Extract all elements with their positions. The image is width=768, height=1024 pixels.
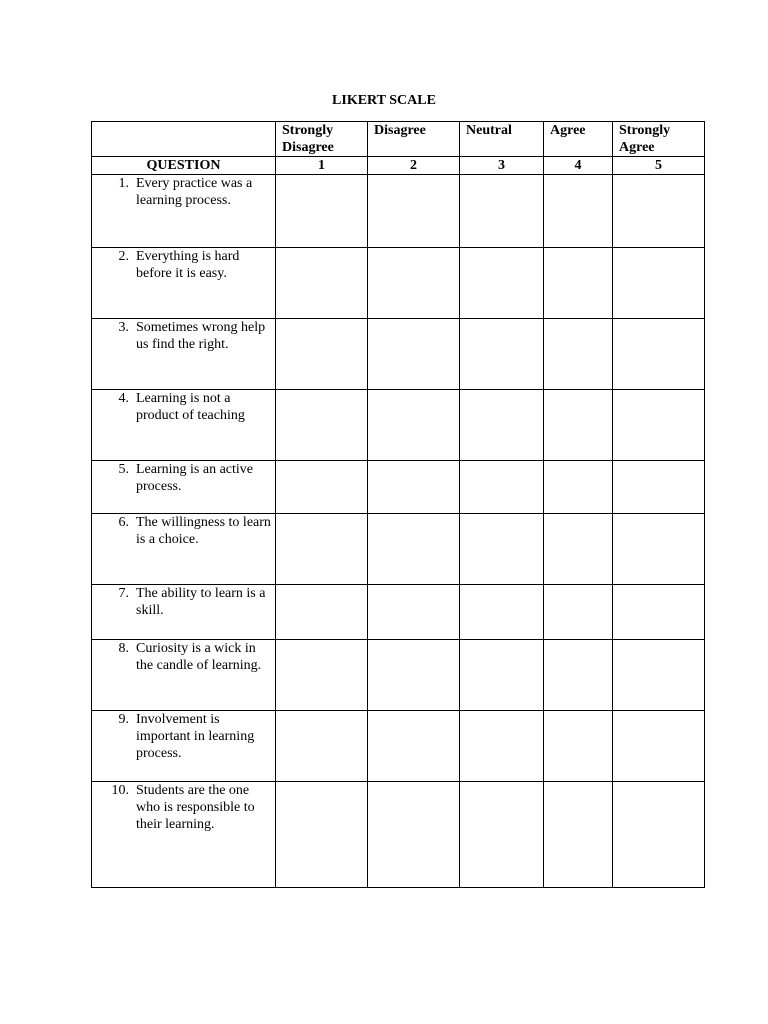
- question-number: 8.: [118, 641, 129, 656]
- answer-cell-4[interactable]: [544, 585, 613, 640]
- answer-cell-3[interactable]: [460, 782, 544, 888]
- answer-cell-4[interactable]: [544, 514, 613, 585]
- answer-cell-2[interactable]: [368, 390, 460, 461]
- answer-cell-3[interactable]: [460, 461, 544, 514]
- answer-cell-5[interactable]: [613, 514, 705, 585]
- answer-cell-1[interactable]: [276, 514, 368, 585]
- question-number: 6.: [118, 515, 129, 530]
- answer-cell-2[interactable]: [368, 248, 460, 319]
- question-row: [92, 175, 705, 248]
- scale-label-agree: Agree: [544, 122, 613, 157]
- answer-cell-1[interactable]: [276, 319, 368, 390]
- question-text: Curiosity is a wick in the candle of learning.: [136, 641, 262, 673]
- question-number: 4.: [118, 391, 129, 406]
- question-number: 5.: [118, 462, 129, 477]
- answer-cell-4[interactable]: [544, 390, 613, 461]
- answer-cell-5[interactable]: [613, 711, 705, 782]
- answer-cell-5[interactable]: [613, 390, 705, 461]
- question-cell: [92, 711, 276, 782]
- question-row: [92, 461, 705, 514]
- answer-cell-4[interactable]: [544, 319, 613, 390]
- answer-cell-5[interactable]: [613, 248, 705, 319]
- scale-label-strongly-disagree: Strongly Disagree: [276, 122, 368, 157]
- question-cell: [92, 585, 276, 640]
- answer-cell-1[interactable]: [276, 248, 368, 319]
- answer-cell-1[interactable]: [276, 585, 368, 640]
- question-cell: [92, 319, 276, 390]
- answer-cell-4[interactable]: [544, 711, 613, 782]
- answer-cell-3[interactable]: [460, 711, 544, 782]
- question-text: The willingness to learn is a choice.: [136, 515, 271, 547]
- scale-label-strongly-agree: Strongly Agree: [613, 122, 705, 157]
- answer-cell-5[interactable]: [613, 640, 705, 711]
- answer-cell-2[interactable]: [368, 514, 460, 585]
- question-text: Learning is an active process.: [136, 462, 254, 494]
- answer-cell-5[interactable]: [613, 585, 705, 640]
- question-row: [92, 782, 705, 888]
- answer-cell-3[interactable]: [460, 319, 544, 390]
- answer-cell-4[interactable]: [544, 248, 613, 319]
- answer-cell-3[interactable]: [460, 640, 544, 711]
- scale-number-row: [92, 157, 705, 175]
- question-cell: [92, 640, 276, 711]
- question-text: Involvement is important in learning process.: [136, 712, 255, 761]
- question-number: 7.: [118, 586, 129, 601]
- answer-cell-3[interactable]: [460, 585, 544, 640]
- question-text: Students are the one who is responsible to their learning.: [136, 783, 255, 832]
- likert-table: [91, 121, 705, 888]
- answer-cell-2[interactable]: [368, 319, 460, 390]
- answer-cell-3[interactable]: [460, 390, 544, 461]
- scale-label-neutral: Neutral: [460, 122, 544, 157]
- question-text: Everything is hard before it is easy.: [136, 249, 240, 281]
- answer-cell-4[interactable]: [544, 640, 613, 711]
- question-number: 1.: [118, 176, 129, 191]
- answer-cell-5[interactable]: [613, 461, 705, 514]
- question-text: Every practice was a learning process.: [136, 176, 253, 208]
- question-row: [92, 640, 705, 711]
- question-cell: [92, 514, 276, 585]
- question-row: [92, 319, 705, 390]
- question-column-header: QUESTION: [92, 157, 276, 175]
- scale-value-3: 3: [460, 157, 544, 175]
- answer-cell-1[interactable]: [276, 390, 368, 461]
- scale-label-disagree: Disagree: [368, 122, 460, 157]
- answer-cell-3[interactable]: [460, 248, 544, 319]
- answer-cell-3[interactable]: [460, 175, 544, 248]
- question-text: The ability to learn is a skill.: [136, 586, 266, 618]
- question-number: 10.: [111, 783, 129, 798]
- scale-value-1: 1: [276, 157, 368, 175]
- question-cell: [92, 248, 276, 319]
- question-row: [92, 390, 705, 461]
- question-number: 9.: [118, 712, 129, 727]
- question-cell: [92, 461, 276, 514]
- answer-cell-1[interactable]: [276, 175, 368, 248]
- scale-value-4: 4: [544, 157, 613, 175]
- answer-cell-4[interactable]: [544, 175, 613, 248]
- answer-cell-5[interactable]: [613, 175, 705, 248]
- answer-cell-3[interactable]: [460, 514, 544, 585]
- answer-cell-2[interactable]: [368, 640, 460, 711]
- answer-cell-4[interactable]: [544, 782, 613, 888]
- question-cell: [92, 782, 276, 888]
- answer-cell-1[interactable]: [276, 640, 368, 711]
- question-number: 2.: [118, 249, 129, 264]
- answer-cell-2[interactable]: [368, 782, 460, 888]
- question-row: [92, 585, 705, 640]
- question-row: [92, 248, 705, 319]
- blank-header-cell: [92, 122, 276, 157]
- question-text: Sometimes wrong help us find the right.: [136, 320, 266, 352]
- question-cell: [92, 175, 276, 248]
- answer-cell-5[interactable]: [613, 319, 705, 390]
- question-text: Learning is not a product of teaching: [136, 391, 245, 423]
- question-cell: [92, 390, 276, 461]
- answer-cell-1[interactable]: [276, 782, 368, 888]
- answer-cell-2[interactable]: [368, 175, 460, 248]
- answer-cell-1[interactable]: [276, 461, 368, 514]
- question-row: [92, 711, 705, 782]
- answer-cell-1[interactable]: [276, 711, 368, 782]
- answer-cell-2[interactable]: [368, 461, 460, 514]
- answer-cell-4[interactable]: [544, 461, 613, 514]
- scale-value-5: 5: [613, 157, 705, 175]
- page-title: LIKERT SCALE: [332, 93, 436, 108]
- answer-cell-5[interactable]: [613, 782, 705, 888]
- question-number: 3.: [118, 320, 129, 335]
- answer-cell-2[interactable]: [368, 711, 460, 782]
- scale-label-row: [92, 122, 705, 157]
- answer-cell-2[interactable]: [368, 585, 460, 640]
- question-row: [92, 514, 705, 585]
- scale-value-2: 2: [368, 157, 460, 175]
